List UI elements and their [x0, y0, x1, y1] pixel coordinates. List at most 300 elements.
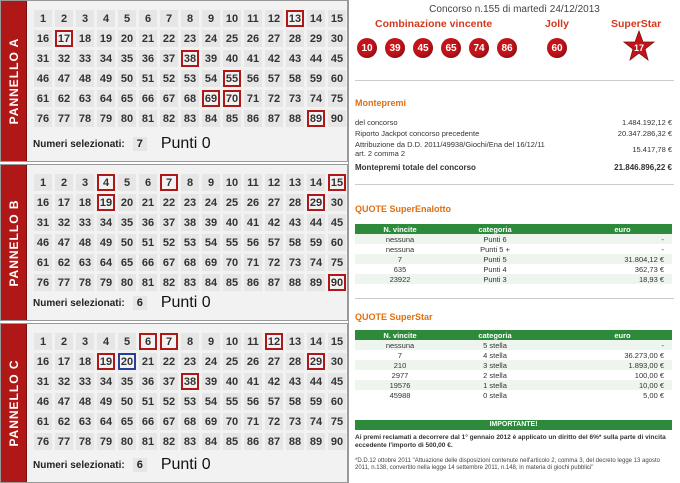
number-cell[interactable]: 68	[181, 254, 199, 271]
table-row	[355, 274, 672, 284]
number-cell[interactable]: 57	[265, 234, 283, 251]
number-cell[interactable]: 70	[223, 413, 241, 430]
number-cell[interactable]: 21	[139, 353, 157, 370]
number-cell[interactable]: 82	[160, 274, 178, 291]
number-cell[interactable]: 2	[55, 333, 73, 350]
number-cell[interactable]: 46	[34, 234, 52, 251]
number-cell[interactable]: 38	[181, 214, 199, 231]
number-cell[interactable]: 54	[202, 234, 220, 251]
number-cell[interactable]: 31	[34, 50, 52, 67]
number-cell[interactable]: 74	[307, 413, 325, 430]
number-cell[interactable]: 50	[118, 70, 136, 87]
number-cell[interactable]: 33	[76, 373, 94, 390]
number-cell[interactable]: 21	[139, 194, 157, 211]
number-cell[interactable]: 87	[265, 274, 283, 291]
number-cell[interactable]: 20	[118, 353, 136, 370]
number-cell[interactable]: 39	[202, 373, 220, 390]
number-cell[interactable]: 14	[307, 10, 325, 27]
number-cell[interactable]: 31	[34, 373, 52, 390]
number-cell[interactable]: 52	[160, 234, 178, 251]
number-cell[interactable]: 36	[139, 373, 157, 390]
number-cell[interactable]: 9	[202, 333, 220, 350]
number-cell[interactable]: 59	[307, 393, 325, 410]
number-cell[interactable]: 27	[265, 30, 283, 47]
number-cell[interactable]: 35	[118, 373, 136, 390]
number-cell[interactable]: 73	[286, 413, 304, 430]
number-cell[interactable]: 80	[118, 274, 136, 291]
table-row	[355, 234, 672, 244]
number-cell[interactable]: 30	[328, 194, 346, 211]
number-cell[interactable]: 10	[223, 333, 241, 350]
number-cell[interactable]: 1	[34, 174, 52, 191]
number-cell[interactable]: 12	[265, 10, 283, 27]
table-cell: 31.804,12 €	[624, 254, 664, 264]
number-cell[interactable]: 43	[286, 50, 304, 67]
number-cell[interactable]: 8	[181, 174, 199, 191]
number-cell[interactable]: 47	[55, 234, 73, 251]
number-cell[interactable]: 86	[244, 110, 262, 127]
number-cell[interactable]: 84	[202, 274, 220, 291]
number-cell[interactable]: 42	[265, 214, 283, 231]
number-cell[interactable]: 37	[160, 214, 178, 231]
number-cell[interactable]: 24	[202, 30, 220, 47]
number-cell[interactable]: 25	[223, 194, 241, 211]
punti-result: Punti 0	[160, 294, 211, 311]
number-cell[interactable]: 71	[244, 254, 262, 271]
number-cell[interactable]: 86	[244, 433, 262, 450]
number-cell[interactable]: 51	[139, 393, 157, 410]
number-cell[interactable]: 27	[265, 194, 283, 211]
number-cell[interactable]: 22	[160, 353, 178, 370]
number-cell[interactable]: 20	[118, 194, 136, 211]
number-cell[interactable]: 76	[34, 110, 52, 127]
number-cell[interactable]: 61	[34, 254, 52, 271]
number-cell[interactable]: 19	[97, 353, 115, 370]
number-cell[interactable]: 44	[307, 373, 325, 390]
number-cell[interactable]: 15	[328, 174, 346, 191]
number-cell[interactable]: 12	[265, 174, 283, 191]
number-cell[interactable]: 51	[139, 234, 157, 251]
number-cell[interactable]: 41	[244, 373, 262, 390]
number-cell[interactable]: 2	[55, 10, 73, 27]
number-cell[interactable]: 59	[307, 70, 325, 87]
number-cell[interactable]: 67	[160, 254, 178, 271]
number-cell[interactable]: 11	[244, 10, 262, 27]
number-cell[interactable]: 71	[244, 90, 262, 107]
number-cell[interactable]: 41	[244, 50, 262, 67]
number-cell[interactable]: 81	[139, 433, 157, 450]
number-cell[interactable]: 67	[160, 90, 178, 107]
number-cell[interactable]: 74	[307, 90, 325, 107]
number-cell[interactable]: 26	[244, 194, 262, 211]
number-cell[interactable]: 90	[328, 110, 346, 127]
number-cell[interactable]: 11	[244, 333, 262, 350]
number-cell[interactable]: 52	[160, 70, 178, 87]
number-cell[interactable]: 3	[76, 333, 94, 350]
number-cell[interactable]: 33	[76, 214, 94, 231]
number-cell[interactable]: 45	[328, 214, 346, 231]
table-cell: 18,93 €	[638, 274, 664, 284]
number-cell[interactable]: 37	[160, 50, 178, 67]
number-cell[interactable]: 4	[97, 333, 115, 350]
number-cell[interactable]: 76	[34, 433, 52, 450]
number-cell[interactable]: 13	[286, 333, 304, 350]
number-cell[interactable]: 70	[223, 90, 241, 107]
number-cell[interactable]: 4	[97, 174, 115, 191]
number-cell[interactable]: 55	[223, 393, 241, 410]
number-cell[interactable]: 52	[160, 393, 178, 410]
number-cell[interactable]: 58	[286, 393, 304, 410]
number-cell[interactable]: 90	[328, 274, 346, 291]
number-cell[interactable]: 63	[76, 413, 94, 430]
number-cell[interactable]: 27	[265, 353, 283, 370]
number-cell[interactable]: 24	[202, 194, 220, 211]
number-cell[interactable]: 80	[118, 433, 136, 450]
number-cell[interactable]: 77	[55, 433, 73, 450]
number-cell[interactable]: 47	[55, 393, 73, 410]
number-cell[interactable]: 17	[55, 194, 73, 211]
number-cell[interactable]: 49	[97, 234, 115, 251]
number-cell[interactable]: 60	[328, 70, 346, 87]
number-cell[interactable]: 56	[244, 70, 262, 87]
number-cell[interactable]: 73	[286, 254, 304, 271]
number-cell[interactable]: 89	[307, 274, 325, 291]
number-cell[interactable]: 79	[97, 274, 115, 291]
number-cell[interactable]: 85	[223, 433, 241, 450]
number-cell[interactable]: 90	[328, 433, 346, 450]
number-cell[interactable]: 82	[160, 110, 178, 127]
number-cell[interactable]: 56	[244, 234, 262, 251]
number-cell[interactable]: 48	[76, 393, 94, 410]
number-cell[interactable]: 83	[181, 110, 199, 127]
number-cell[interactable]: 32	[55, 214, 73, 231]
number-cell[interactable]: 17	[55, 353, 73, 370]
number-cell[interactable]: 65	[118, 413, 136, 430]
number-cell[interactable]: 7	[160, 10, 178, 27]
number-cell[interactable]: 73	[286, 90, 304, 107]
winning-ball: 65	[441, 38, 461, 58]
number-cell[interactable]: 43	[286, 214, 304, 231]
number-cell[interactable]: 58	[286, 234, 304, 251]
number-cell[interactable]: 16	[34, 194, 52, 211]
number-cell[interactable]: 40	[223, 50, 241, 67]
number-cell[interactable]: 75	[328, 90, 346, 107]
table-row	[355, 360, 672, 370]
number-cell[interactable]: 81	[139, 274, 157, 291]
number-cell[interactable]: 88	[286, 433, 304, 450]
number-cell[interactable]: 87	[265, 433, 283, 450]
number-cell[interactable]: 28	[286, 30, 304, 47]
number-cell[interactable]: 56	[244, 393, 262, 410]
number-cell[interactable]: 1	[34, 10, 52, 27]
number-cell[interactable]: 14	[307, 174, 325, 191]
panel-tab[interactable]	[1, 165, 27, 320]
number-cell[interactable]: 57	[265, 70, 283, 87]
number-cell[interactable]: 25	[223, 353, 241, 370]
number-cell[interactable]: 19	[97, 30, 115, 47]
number-cell[interactable]: 7	[160, 174, 178, 191]
number-cell[interactable]: 60	[328, 234, 346, 251]
panel-tab[interactable]	[1, 1, 27, 161]
number-cell[interactable]: 68	[181, 90, 199, 107]
superstar-number: 17	[633, 43, 645, 53]
number-cell[interactable]: 13	[286, 174, 304, 191]
number-cell[interactable]: 62	[55, 90, 73, 107]
number-cell[interactable]: 84	[202, 110, 220, 127]
number-cell[interactable]: 3	[76, 10, 94, 27]
number-cell[interactable]: 68	[181, 413, 199, 430]
number-cell[interactable]: 67	[160, 413, 178, 430]
panel-tab-label: PANNELLO C	[6, 359, 21, 447]
number-cell[interactable]: 35	[118, 214, 136, 231]
number-cell[interactable]: 69	[202, 90, 220, 107]
number-cell[interactable]: 25	[223, 30, 241, 47]
number-cell[interactable]: 7	[160, 333, 178, 350]
number-cell[interactable]: 4	[97, 10, 115, 27]
number-cell[interactable]: 3	[76, 174, 94, 191]
number-cell[interactable]: 89	[307, 433, 325, 450]
number-cell[interactable]: 40	[223, 373, 241, 390]
number-cell[interactable]: 29	[307, 194, 325, 211]
number-cell[interactable]: 28	[286, 353, 304, 370]
number-cell[interactable]: 9	[202, 10, 220, 27]
number-cell[interactable]: 6	[139, 333, 157, 350]
number-cell[interactable]: 16	[34, 353, 52, 370]
number-cell[interactable]: 34	[97, 50, 115, 67]
number-cell[interactable]: 78	[76, 274, 94, 291]
number-cell[interactable]: 81	[139, 110, 157, 127]
number-cell[interactable]: 72	[265, 413, 283, 430]
number-cell[interactable]: 15	[328, 10, 346, 27]
number-cell[interactable]: 63	[76, 254, 94, 271]
number-cell[interactable]: 46	[34, 393, 52, 410]
number-cell[interactable]: 9	[202, 174, 220, 191]
number-cell[interactable]: 5	[118, 10, 136, 27]
number-cell[interactable]: 57	[265, 393, 283, 410]
number-cell[interactable]: 10	[223, 10, 241, 27]
number-cell[interactable]: 6	[139, 174, 157, 191]
number-cell[interactable]: 8	[181, 10, 199, 27]
number-cell[interactable]: 16	[34, 30, 52, 47]
number-cell[interactable]: 44	[307, 214, 325, 231]
number-cell[interactable]: 49	[97, 70, 115, 87]
number-cell[interactable]: 72	[265, 254, 283, 271]
number-cell[interactable]: 44	[307, 50, 325, 67]
number-cell[interactable]: 50	[118, 234, 136, 251]
number-cell[interactable]: 66	[139, 254, 157, 271]
number-cell[interactable]: 13	[286, 10, 304, 27]
number-cell[interactable]: 26	[244, 353, 262, 370]
number-cell[interactable]: 59	[307, 234, 325, 251]
number-cell[interactable]: 42	[265, 50, 283, 67]
number-cell[interactable]: 34	[97, 373, 115, 390]
number-cell[interactable]: 43	[286, 373, 304, 390]
number-cell[interactable]: 80	[118, 110, 136, 127]
table-cell: 3 stella	[483, 360, 507, 370]
combinazione-label: Combinazione vincente	[375, 18, 493, 30]
number-cell[interactable]: 18	[76, 353, 94, 370]
number-cell[interactable]: 47	[55, 70, 73, 87]
number-cell[interactable]: 62	[55, 413, 73, 430]
number-cell[interactable]: 39	[202, 214, 220, 231]
number-cell[interactable]: 54	[202, 393, 220, 410]
number-cell[interactable]: 32	[55, 373, 73, 390]
number-cell[interactable]: 22	[160, 194, 178, 211]
panel-tab[interactable]	[1, 324, 27, 482]
number-cell[interactable]: 64	[97, 413, 115, 430]
divider	[355, 298, 674, 299]
number-cell[interactable]: 82	[160, 433, 178, 450]
number-cell[interactable]: 75	[328, 413, 346, 430]
panel-tab-label: PANNELLO A	[6, 37, 21, 125]
number-cell[interactable]: 17	[55, 30, 73, 47]
table-header	[355, 224, 672, 234]
number-cell[interactable]: 40	[223, 214, 241, 231]
number-cell[interactable]: 2	[55, 174, 73, 191]
number-cell[interactable]: 60	[328, 393, 346, 410]
table-row	[355, 340, 672, 350]
number-cell[interactable]: 62	[55, 254, 73, 271]
number-cell[interactable]: 29	[307, 353, 325, 370]
number-cell[interactable]: 15	[328, 333, 346, 350]
number-cell[interactable]: 77	[55, 110, 73, 127]
number-cell[interactable]: 87	[265, 110, 283, 127]
number-cell[interactable]: 20	[118, 30, 136, 47]
number-cell[interactable]: 29	[307, 30, 325, 47]
number-cell[interactable]: 23	[181, 194, 199, 211]
number-cell[interactable]: 8	[181, 333, 199, 350]
number-cell[interactable]: 28	[286, 194, 304, 211]
number-cell[interactable]: 48	[76, 70, 94, 87]
number-cell[interactable]: 79	[97, 110, 115, 127]
number-cell[interactable]: 23	[181, 30, 199, 47]
number-cell[interactable]: 89	[307, 110, 325, 127]
number-cell[interactable]: 78	[76, 110, 94, 127]
number-cell[interactable]: 45	[328, 50, 346, 67]
number-cell[interactable]: 53	[181, 234, 199, 251]
number-cell[interactable]: 48	[76, 234, 94, 251]
number-cell[interactable]: 64	[97, 90, 115, 107]
number-cell[interactable]: 35	[118, 50, 136, 67]
number-cell[interactable]: 39	[202, 50, 220, 67]
number-cell[interactable]: 88	[286, 110, 304, 127]
number-cell[interactable]: 36	[139, 50, 157, 67]
number-cell[interactable]: 11	[244, 174, 262, 191]
number-cell[interactable]: 85	[223, 274, 241, 291]
number-cell[interactable]: 42	[265, 373, 283, 390]
table-cell: 10,00 €	[638, 380, 664, 390]
number-cell[interactable]: 41	[244, 214, 262, 231]
number-cell[interactable]: 34	[97, 214, 115, 231]
number-cell[interactable]: 24	[202, 353, 220, 370]
number-cell[interactable]: 61	[34, 90, 52, 107]
number-cell[interactable]: 6	[139, 10, 157, 27]
column-header: N. vincite	[383, 330, 417, 340]
number-cell[interactable]: 79	[97, 433, 115, 450]
number-cell[interactable]: 5	[118, 333, 136, 350]
table-row	[355, 244, 672, 254]
number-cell[interactable]: 71	[244, 413, 262, 430]
jolly-label: Jolly	[545, 18, 569, 30]
number-cell[interactable]: 38	[181, 50, 199, 67]
number-cell[interactable]: 65	[118, 90, 136, 107]
number-cell[interactable]: 5	[118, 174, 136, 191]
number-cell[interactable]: 88	[286, 274, 304, 291]
divider	[355, 184, 674, 185]
number-cell[interactable]: 23	[181, 353, 199, 370]
number-cell[interactable]: 30	[328, 353, 346, 370]
number-cell[interactable]: 36	[139, 214, 157, 231]
number-cell[interactable]: 22	[160, 30, 178, 47]
number-cell[interactable]: 46	[34, 70, 52, 87]
number-grid	[33, 9, 348, 129]
number-cell[interactable]: 64	[97, 254, 115, 271]
number-cell[interactable]: 61	[34, 413, 52, 430]
selected-count-label: Numeri selezionati:	[33, 459, 125, 471]
number-cell[interactable]: 31	[34, 214, 52, 231]
number-cell[interactable]: 38	[181, 373, 199, 390]
number-cell[interactable]: 70	[223, 254, 241, 271]
number-cell[interactable]: 76	[34, 274, 52, 291]
number-cell[interactable]: 53	[181, 393, 199, 410]
number-cell[interactable]: 30	[328, 30, 346, 47]
number-cell[interactable]: 75	[328, 254, 346, 271]
number-cell[interactable]: 37	[160, 373, 178, 390]
number-cell[interactable]: 19	[97, 194, 115, 211]
number-cell[interactable]: 77	[55, 274, 73, 291]
number-cell[interactable]: 78	[76, 433, 94, 450]
number-cell[interactable]: 45	[328, 373, 346, 390]
number-cell[interactable]: 50	[118, 393, 136, 410]
table-cell: 36.273,00 €	[624, 350, 664, 360]
number-cell[interactable]: 54	[202, 70, 220, 87]
selected-count: 6	[133, 458, 147, 472]
number-cell[interactable]: 10	[223, 174, 241, 191]
number-cell[interactable]: 85	[223, 110, 241, 127]
number-cell[interactable]: 72	[265, 90, 283, 107]
number-cell[interactable]: 66	[139, 90, 157, 107]
table-cell: nessuna	[385, 340, 415, 350]
number-cell[interactable]: 84	[202, 433, 220, 450]
number-cell[interactable]: 83	[181, 433, 199, 450]
number-cell[interactable]: 53	[181, 70, 199, 87]
number-cell[interactable]: 58	[286, 70, 304, 87]
number-cell[interactable]: 65	[118, 254, 136, 271]
number-cell[interactable]: 55	[223, 70, 241, 87]
number-cell[interactable]: 18	[76, 194, 94, 211]
number-cell[interactable]: 49	[97, 393, 115, 410]
winning-ball: 10	[357, 38, 377, 58]
number-cell[interactable]: 33	[76, 50, 94, 67]
number-cell[interactable]: 32	[55, 50, 73, 67]
number-cell[interactable]: 69	[202, 413, 220, 430]
number-cell[interactable]: 14	[307, 333, 325, 350]
number-cell[interactable]: 26	[244, 30, 262, 47]
number-cell[interactable]: 69	[202, 254, 220, 271]
number-cell[interactable]: 63	[76, 90, 94, 107]
number-cell[interactable]: 21	[139, 30, 157, 47]
number-cell[interactable]: 12	[265, 333, 283, 350]
number-cell[interactable]: 18	[76, 30, 94, 47]
number-cell[interactable]: 86	[244, 274, 262, 291]
number-cell[interactable]: 74	[307, 254, 325, 271]
number-cell[interactable]: 51	[139, 70, 157, 87]
winning-ball: 45	[413, 38, 433, 58]
number-cell[interactable]: 55	[223, 234, 241, 251]
number-cell[interactable]: 1	[34, 333, 52, 350]
number-cell[interactable]: 66	[139, 413, 157, 430]
number-cell[interactable]: 83	[181, 274, 199, 291]
